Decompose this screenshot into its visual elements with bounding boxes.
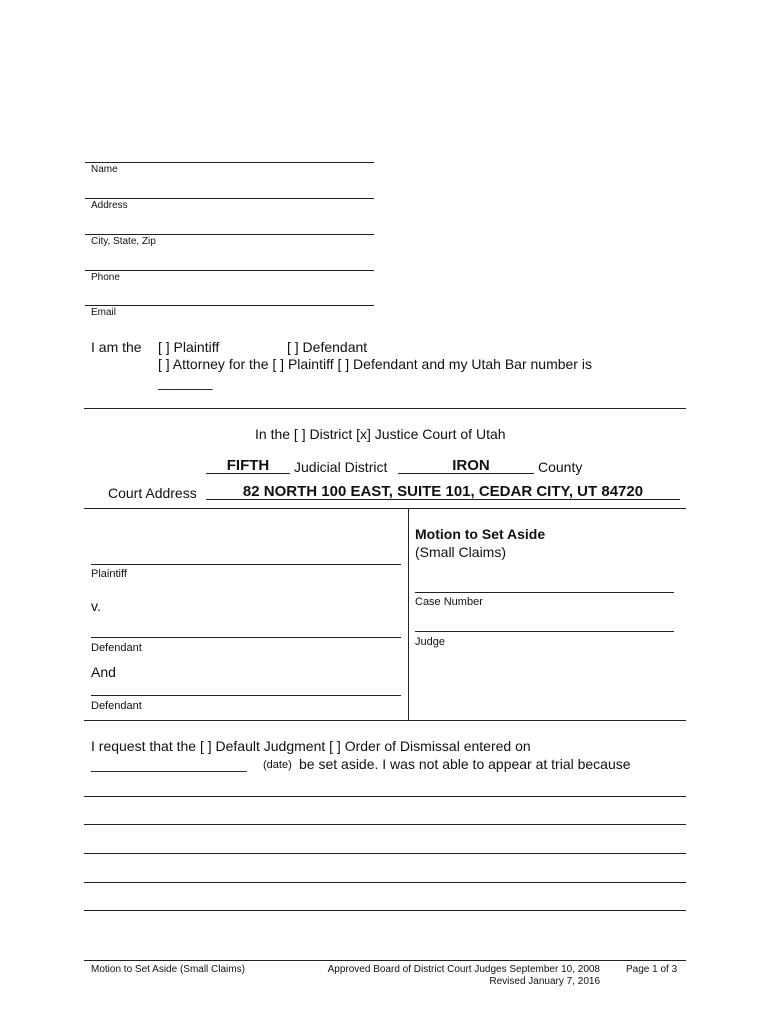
i-am-the-label: I am the	[91, 339, 142, 355]
page-number: Page 1 of 3	[626, 964, 678, 975]
address-line[interactable]	[85, 198, 374, 199]
reason-line-1[interactable]	[84, 796, 686, 797]
reason-line-2[interactable]	[84, 824, 686, 825]
name-line[interactable]	[85, 162, 374, 163]
defendant2-name-line[interactable]	[91, 695, 401, 696]
defendant2-label: Defendant	[91, 700, 142, 712]
motion-subtitle: (Small Claims)	[415, 544, 506, 560]
request-line-2: be set aside. I was not able to appear at trial because	[299, 756, 631, 772]
footer-approval-line-2: Revised January 7, 2016	[489, 976, 600, 987]
section-divider	[84, 408, 686, 409]
city-state-zip-label: City, State, Zip	[91, 236, 156, 247]
defendant-checkbox[interactable]: [ ] Defendant	[287, 339, 368, 355]
footer-form-title: Motion to Set Aside (Small Claims)	[91, 964, 245, 975]
county-value: IRON	[452, 457, 490, 474]
date-blank[interactable]: ____________________	[91, 756, 247, 772]
reason-line-4[interactable]	[84, 882, 686, 883]
defendant-name-line[interactable]	[91, 637, 401, 638]
versus-label: v.	[91, 598, 101, 614]
email-line[interactable]	[85, 305, 374, 306]
address-label: Address	[91, 200, 128, 211]
email-label: Email	[91, 307, 117, 318]
reason-line-3[interactable]	[84, 853, 686, 854]
phone-line[interactable]	[85, 270, 374, 271]
plaintiff-checkbox[interactable]: [ ] Plaintiff	[158, 339, 220, 355]
court-address-value: 82 NORTH 100 EAST, SUITE 101, CEDAR CITY, UT 84720	[242, 483, 644, 500]
date-label: (date)	[263, 759, 292, 771]
caption-divider	[408, 508, 409, 720]
phone-label: Phone	[91, 272, 120, 283]
footer-approval	[300, 964, 600, 988]
motion-title: Motion to Set Aside	[415, 526, 546, 542]
city-state-zip-line[interactable]	[85, 234, 374, 235]
district-value: FIFTH	[226, 457, 270, 474]
bar-number-blank[interactable]: _______	[158, 374, 213, 390]
attorney-line[interactable]: [ ] Attorney for the [ ] Plaintiff [ ] Defendant and my Utah Bar number is	[158, 356, 592, 372]
plaintiff-label: Plaintiff	[91, 568, 127, 580]
and-label: And	[91, 664, 116, 680]
case-number-line[interactable]	[415, 592, 674, 593]
footer-rule	[84, 960, 686, 961]
caption-top-border	[84, 508, 686, 509]
judge-line[interactable]	[415, 631, 674, 632]
caption-bottom-border	[84, 720, 686, 721]
plaintiff-name-line[interactable]	[91, 564, 401, 565]
reason-line-5[interactable]	[84, 910, 686, 911]
defendant-label: Defendant	[91, 642, 142, 654]
request-line-1[interactable]: I request that the [ ] Default Judgment [ ] Order of Dismissal entered on	[91, 738, 531, 754]
name-label: Name	[91, 164, 118, 175]
court-heading[interactable]: In the [ ] District [x] Justice Court of Utah	[255, 426, 506, 442]
county-label: County	[538, 459, 583, 475]
court-address-label: Court Address	[108, 485, 197, 501]
footer-approval-line-1: Approved Board of District Court Judges September 10, 2008	[327, 964, 600, 975]
case-number-label: Case Number	[415, 596, 483, 608]
district-label: Judicial District	[294, 459, 388, 475]
judge-label: Judge	[415, 636, 445, 648]
